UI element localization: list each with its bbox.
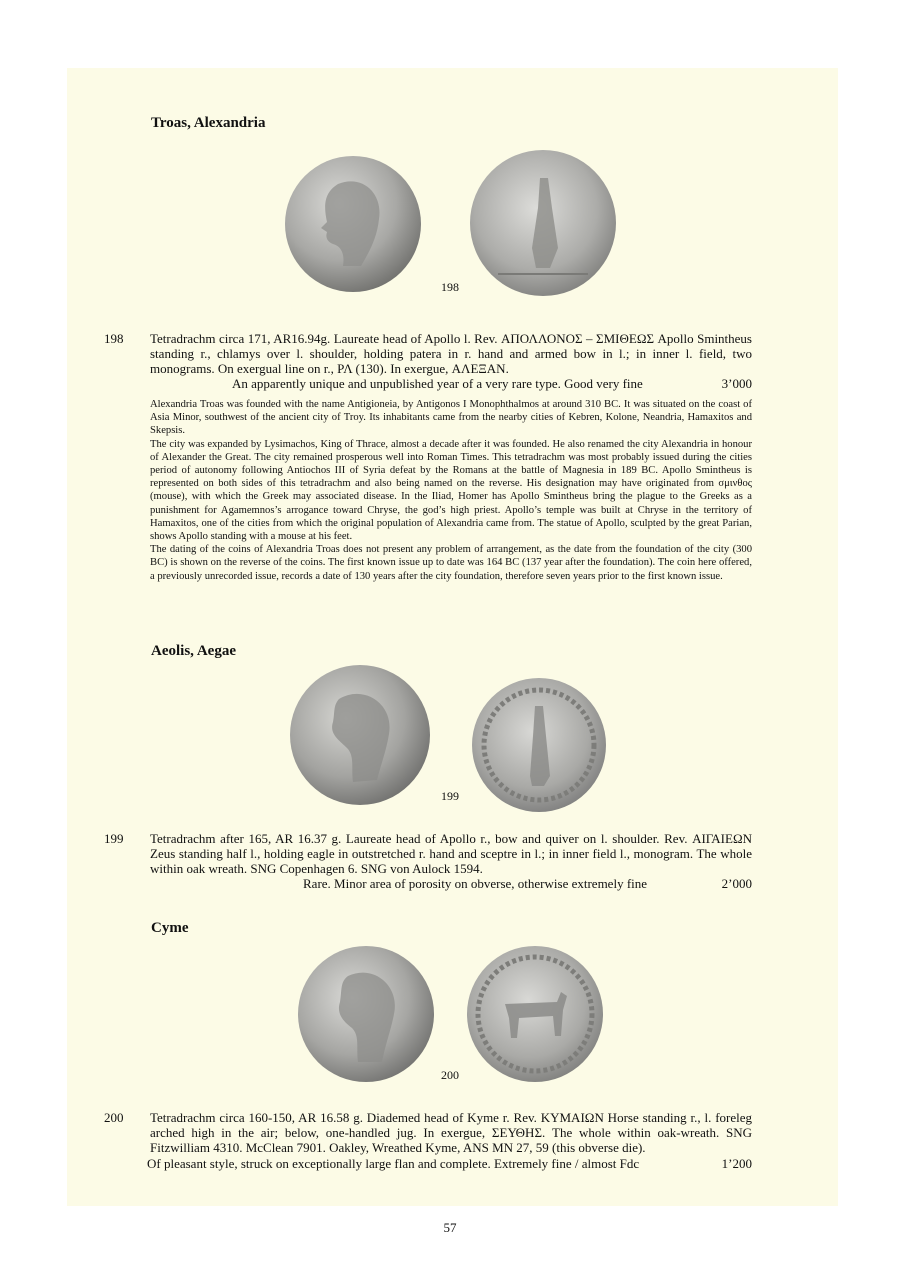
section-title-cyme: Cyme: [151, 920, 189, 936]
lot-price-199: 2’000: [721, 876, 752, 891]
coin-199-reverse-image: [470, 676, 608, 814]
note-paragraph: The dating of the coins of Alexandria Troas does not present any problem of arrangement, as the date from the foundation of the city (300 BC) is shown on the reverse of the coins. The first known issue up to date was 164 BC (137 year after the foundation). The coin here offered, a previously unrecorded issue, records a date of 130 years after the city foundation, therefore seven years prior to the first known issue.: [150, 544, 752, 582]
figure-number-200: 200: [441, 1068, 459, 1082]
page-number: 57: [443, 1220, 457, 1235]
section-title-aegae: Aeolis, Aegae: [151, 643, 236, 659]
lot-condition-199: Rare. Minor area of porosity on obverse, otherwise extremely fine: [303, 876, 648, 891]
lot-number-198: 198: [104, 331, 124, 346]
note-paragraph: The city was expanded by Lysimachos, King of Thrace, almost a decade after it was founded. He also renamed the city Alexandria in honour of Alexander the Great. The city remained prosperous well into Roman Times. This tetradrachm was most probably issued during the cities period of autonomy following Antiochos III of Syria defeat by the Romans at the battle of Magnesia in 189 BC. Apollo Smintheus is represented on both sides of this tetradrachm and also being named on the reverse. His designation may have originated from σμινθος (mouse), with which the Greek may associated disease. In the Iliad, Homer has Apollo Smintheus bring the plague to the Greeks as a punishment for Agamemnos’s arrogance toward Chryse, the god’s high priest. Apollo’s temple was built at Chryse in the territory of Hamaxitos, one of the cities from which the original population of Alexandria came from. The statue of Apollo, sculpted by the great Parian, shows Apollo standing with a mouse at his feet.: [150, 438, 752, 543]
coin-198-reverse-image: [468, 148, 618, 298]
coin-200-obverse-image: [296, 944, 436, 1084]
coin-200-reverse-image: [465, 944, 605, 1084]
figure-number-198: 198: [441, 280, 459, 294]
lot-notes-198: [150, 398, 752, 583]
lot-condition-200: Of pleasant style, struck on exceptionally large flan and complete. Extremely fine / almost Fdc: [147, 1156, 640, 1171]
lot-description-200: Tetradrachm circa 160-150, AR 16.58 g. Diademed head of Kyme r. Rev. ΚΥΜΑΙΩΝ Horse standing r., l. foreleg arched high in the air; below, one-handled jug. In exergue, ΣΕΥΘΗΣ. The whole within oak-wreath. SNG Fitzwilliam 4310. McClean 7901. Oakley, Wreathed Kyme, ANS MN 27, 59 (this obverse die).: [150, 1110, 752, 1155]
lot-price-200: 1’200: [721, 1156, 752, 1171]
figure-number-199: 199: [441, 789, 459, 803]
coin-198-obverse-image: [283, 154, 423, 294]
lot-condition-198: An apparently unique and unpublished year of a very rare type. Good very fine: [232, 376, 643, 391]
lot-price-198: 3’000: [721, 376, 752, 391]
note-paragraph: Alexandria Troas was founded with the name Antigioneia, by Antigonos I Monophthalmos at around 310 BC. It was situated on the coast of Asia Minor, southwest of the ancient city of Troy. Its inhabitants came from the nearby cities of Kebren, Kolone, Neandria, Hamaxitos and Skepsis.: [150, 399, 752, 437]
lot-description-199: Tetradrachm after 165, AR 16.37 g. Laureate head of Apollo r., bow and quiver on l. shoulder. Rev. ΑΙΓΑΙΕΩΝ Zeus standing half l., holding eagle in outstretched r. hand and sceptre in l.; in inner field l., monogram. The whole within oak wreath. SNG Copenhagen 6. SNG von Aulock 1594.: [150, 831, 752, 876]
lot-number-199: 199: [104, 831, 124, 846]
lot-number-200: 200: [104, 1110, 124, 1125]
coin-199-obverse-image: [289, 664, 431, 806]
lot-description-198: Tetradrachm circa 171, AR16.94g. Laureate head of Apollo l. Rev. ΑΠΟΛΛΟΝΟΣ – ΣΜΙΘΕΩΣ Apollo Smintheus standing r., chlamys over l. shoulder, holding patera in r. hand and armed bow in l.; in inner l. field, two monograms. On exergual line on r., ΡΛ (130). In exergue, ΑΛΕΞΑΝ.: [150, 331, 752, 376]
section-title-troas: Troas, Alexandria: [151, 115, 266, 131]
catalogue-sheet: [67, 68, 838, 1206]
